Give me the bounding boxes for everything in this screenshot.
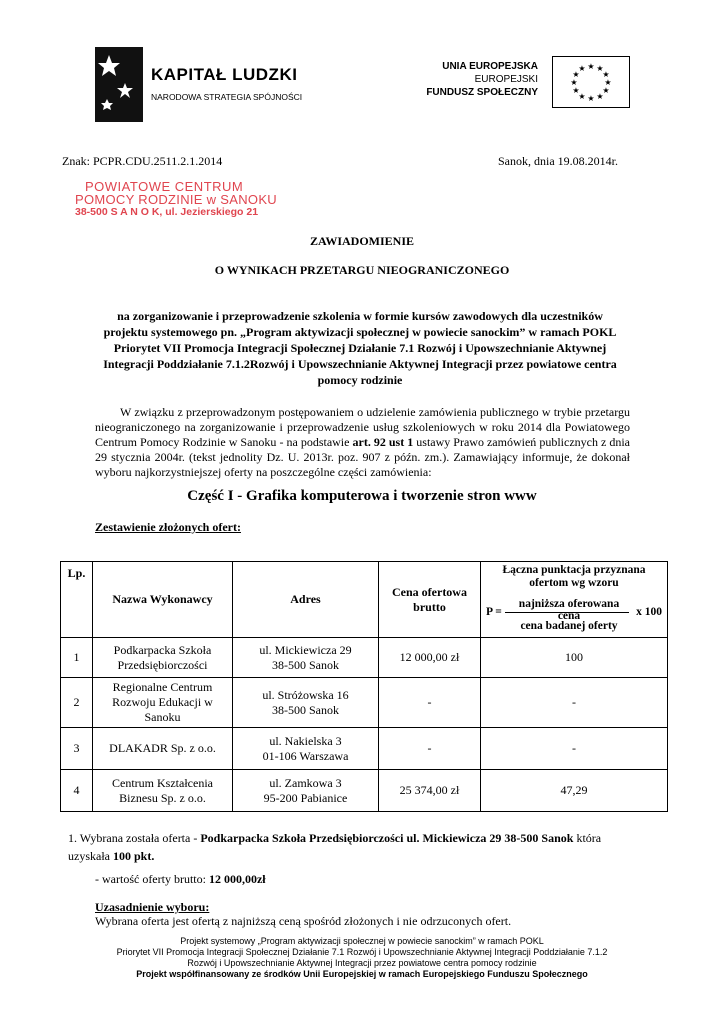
eu-label <box>420 60 538 99</box>
kapital-ludzki-logo <box>95 47 315 127</box>
formula-p: P = <box>486 606 502 618</box>
address-city: 01-106 Warszawa <box>262 748 349 763</box>
justification-text: Wybrana oferta jest ofertą z najniższą ceną spośród złożonych i nie odrzuconych ofert. <box>95 914 512 928</box>
svg-text:★: ★ <box>578 64 586 73</box>
row-price: 25 374,00 zł <box>379 770 481 812</box>
table-row <box>61 770 668 812</box>
para-legal-ref: art. 92 ust 1 <box>352 435 414 449</box>
offers-heading: Zestawienie złożonych ofert: <box>95 520 241 534</box>
col-score <box>481 562 668 638</box>
row-name: DLAKADR Sp. z o.o. <box>93 728 233 770</box>
col-price: Cena ofertowa brutto <box>379 562 481 638</box>
svg-text:★: ★ <box>602 86 610 95</box>
result-statement <box>68 829 628 865</box>
para-part1: W związku z przeprowadzonym postępowaniem o udzielenie zamówienia publicznego w trybie przetargu nieograniczonego na zorganizowanie i przeprowadzenie usług szkoleniowych w roku 2014 dla Powiatowego Centrum Pomocy Rodzinie w Sanoku - na podstawie <box>95 405 630 449</box>
row-score: - <box>481 728 668 770</box>
result-mid: która uzyskała <box>68 831 602 863</box>
row-score: - <box>481 678 668 728</box>
address-city: 38-500 Sanok <box>272 657 339 672</box>
offers-table <box>60 561 668 812</box>
row-lp: 2 <box>61 678 93 728</box>
address-street: ul. Zamkowa 3 <box>269 775 342 790</box>
row-name: Podkarpacka Szkoła Przedsiębiorczości <box>93 638 233 678</box>
row-address <box>233 678 379 728</box>
formula-multiplier: x 100 <box>636 606 662 618</box>
stamp-line3: 38-500 S A N O K, ul. Jezierskiego 21 <box>75 206 259 218</box>
row-name: Regionalne Centrum Rozwoju Edukacji w Sanoku <box>93 678 233 728</box>
intro-text: na zorganizowanie i przeprowadzenie szkolenia w formie kursów zawodowych dla uczestników projektu systemowego pn. „Program aktywizacji społecznej w powiecie sanockim” w ramach POKL Priorytet VII Promocja Integracji Społecznej Działanie 7.1 Rozwój i Upowszechnianie Aktywnej Integracji Poddziałanie 7.1.2Rozwój i Upowszechnianie Aktywnej Integracji przez powiatowe centra pomocy rodzinie <box>103 309 617 387</box>
justification-heading: Uzasadnienie wyboru: <box>95 900 210 914</box>
eu-flag-icon <box>552 56 630 108</box>
result-points: 100 pkt. <box>112 849 155 863</box>
row-address <box>233 770 379 812</box>
svg-text:★: ★ <box>587 62 595 71</box>
result-pre: Wybrana została oferta - <box>79 831 201 845</box>
row-score: 100 <box>481 638 668 678</box>
eu-line1: UNIA EUROPEJSKA <box>442 61 538 72</box>
address-city: 95-200 Pabianice <box>263 790 348 805</box>
row-price: - <box>379 728 481 770</box>
svg-text:★: ★ <box>602 70 610 79</box>
stamp-line1: POWIATOWE CENTRUM <box>85 179 244 194</box>
row-name: Centrum Kształcenia Biznesu Sp. z o.o. <box>93 770 233 812</box>
address-street: ul. Nakielska 3 <box>269 733 342 748</box>
logo-title: KAPITAŁ LUDZKI <box>151 65 298 84</box>
address-street: ul. Stróżowska 16 <box>262 687 349 702</box>
svg-text:★: ★ <box>596 64 604 73</box>
table-row <box>61 638 668 678</box>
result-number: 1. <box>68 831 77 845</box>
formula-denominator: cena badanej oferty <box>520 620 618 632</box>
offer-value <box>95 872 266 887</box>
footer-line4: Projekt współfinansowany ze środków Unii Europejskiej w ramach Europejskiego Funduszu Społecznego <box>136 969 588 979</box>
footer-line1: Projekt systemowy „Program aktywizacji społecznej w powiecie sanockim” w ramach POKL <box>180 936 544 946</box>
svg-text:★: ★ <box>578 92 586 101</box>
table-row <box>61 678 668 728</box>
formula-numerator: najniższa oferowana cena <box>518 598 620 622</box>
document-sign: Znak: PCPR.CDU.2511.2.1.2014 <box>62 154 223 168</box>
score-formula <box>487 564 661 634</box>
para-part2: ustawy Prawo zamówień publicznych z dnia 29 stycznia 2004r. (tekst jednolity Dz. U. 2013r. poz. 907 z późn. zm.). Zamawiający informuje, że dokonał wyboru najkorzystniejszej oferty na poszczególne części zamówienia: <box>95 435 631 479</box>
row-address <box>233 638 379 678</box>
address-street: ul. Mickiewicza 29 <box>259 642 352 657</box>
table-row <box>61 728 668 770</box>
row-score: 47,29 <box>481 770 668 812</box>
stamp-line2: POMOCY RODZINIE w SANOKU <box>75 192 277 207</box>
footer-line2: Priorytet VII Promocja Integracji Społecznej Działanie 7.1 Rozwój i Upowszechnianie Aktywnej Integracji Poddziałanie 7.1.2 <box>116 947 608 957</box>
row-address <box>233 728 379 770</box>
svg-text:★: ★ <box>587 94 595 103</box>
row-price: 12 000,00 zł <box>379 638 481 678</box>
place-date: Sanok, dnia 19.08.2014r. <box>498 154 618 168</box>
notice-subtitle: O WYNIKACH PRZETARGU NIEOGRANICZONEGO <box>214 263 510 277</box>
body-paragraph <box>95 405 630 480</box>
svg-text:★: ★ <box>604 78 612 87</box>
row-lp: 4 <box>61 770 93 812</box>
institution-stamp <box>75 180 285 219</box>
formula-fraction-line <box>505 612 629 613</box>
value-label: - wartość oferty brutto: <box>95 872 209 886</box>
page-footer <box>60 936 664 980</box>
kapital-ludzki-emblem-icon <box>95 47 143 122</box>
eu-line3: FUNDUSZ SPOŁECZNY <box>426 87 538 98</box>
value-amount: 12 000,00zł <box>208 872 266 886</box>
svg-text:★: ★ <box>570 78 578 87</box>
col-address: Adres <box>233 562 379 638</box>
col-name: Nazwa Wykonawcy <box>93 562 233 638</box>
part-title: Część I - Grafika komputerowa i tworzenie stron www <box>187 488 537 504</box>
notice-title: ZAWIADOMIENIE <box>309 234 414 248</box>
score-title: Łączna punktacja przyznana ofertom wg wzoru <box>502 564 646 589</box>
row-lp: 1 <box>61 638 93 678</box>
col-lp: Lp. <box>61 562 93 638</box>
footer-line3: Rozwój i Upowszechnianie Aktywnej Integracji przez powiatowe centra pomocy rodzinie <box>187 958 537 968</box>
row-price: - <box>379 678 481 728</box>
svg-text:★: ★ <box>596 92 604 101</box>
result-winner: Podkarpacka Szkoła Przedsiębiorczości ul. Mickiewicza 29 38-500 Sanok <box>200 831 574 845</box>
svg-text:★: ★ <box>572 70 580 79</box>
svg-text:★: ★ <box>572 86 580 95</box>
table-header-row <box>61 562 668 638</box>
address-city: 38-500 Sanok <box>272 702 339 717</box>
logo-subtitle: NARODOWA STRATEGIA SPÓJNOŚCI <box>151 92 303 102</box>
row-lp: 3 <box>61 728 93 770</box>
eu-line2: EUROPEJSKI <box>474 74 538 85</box>
